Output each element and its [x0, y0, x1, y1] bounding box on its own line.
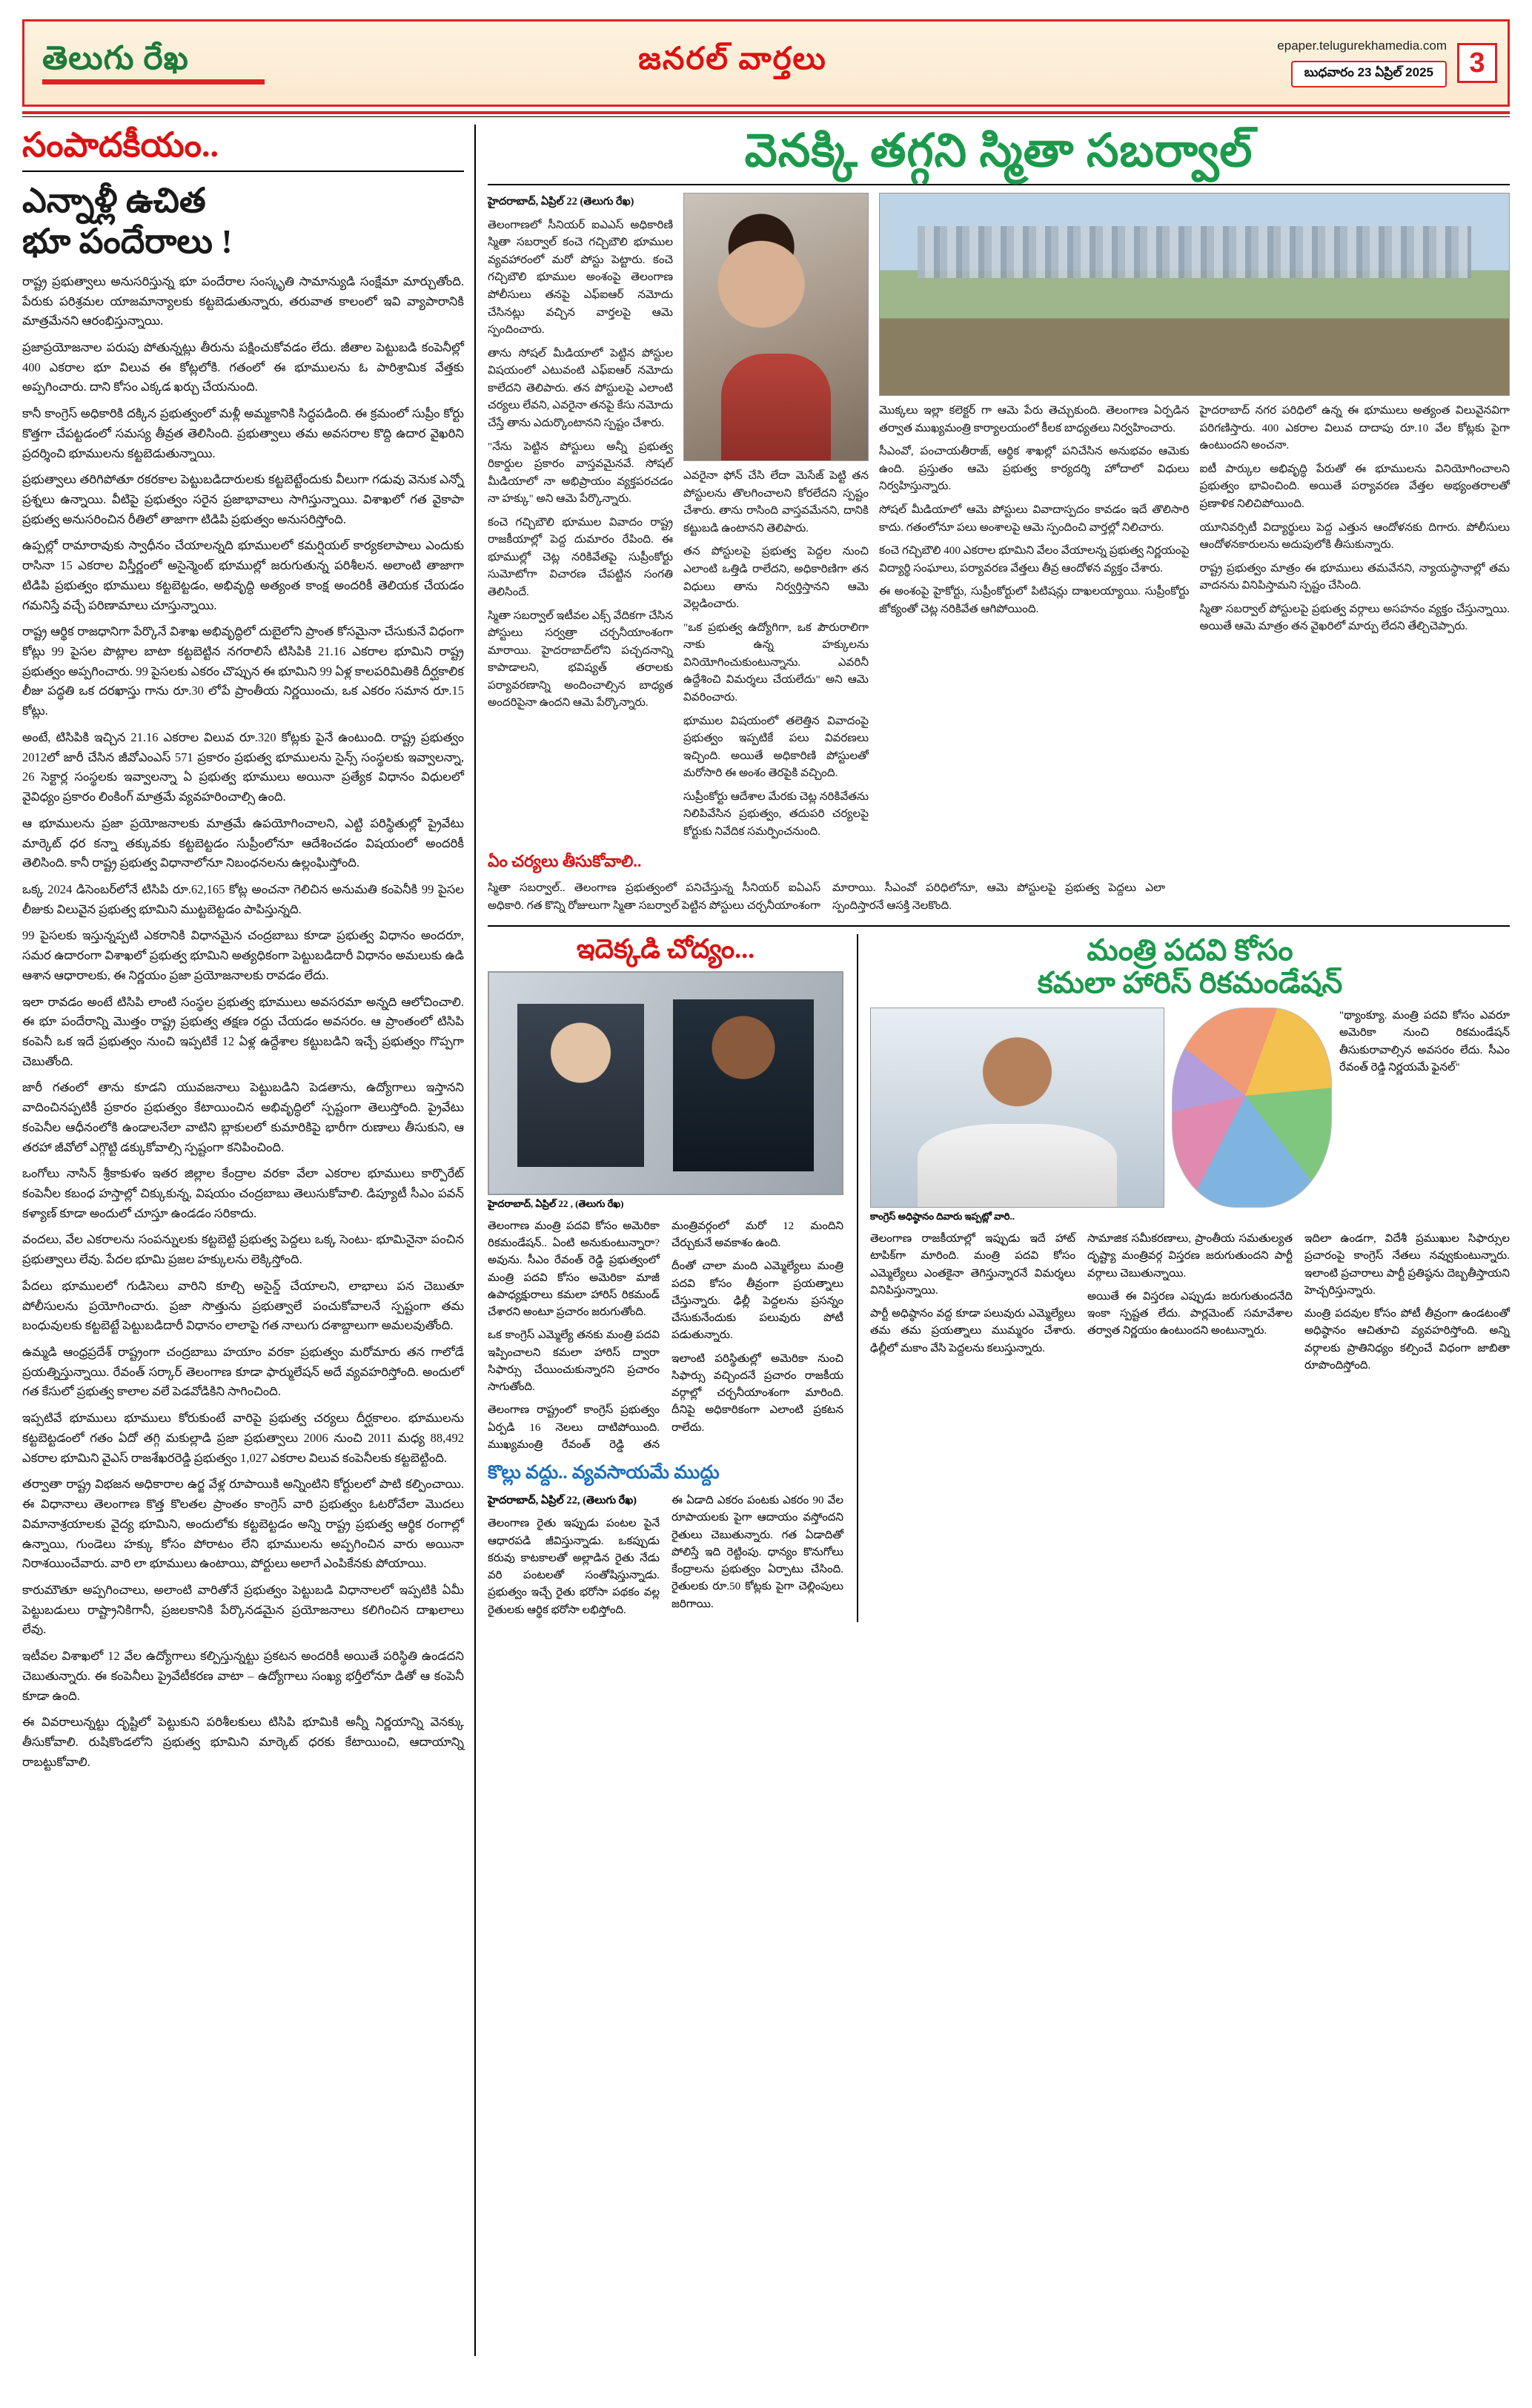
- masthead-rule-thin: [22, 116, 1510, 117]
- lead-paragraph: ఈ అంశంపై హైకోర్టు, సుప్రీంకోర్టులో పిటిషన్లు దాఖలయ్యాయి. సుప్రీంకోర్టు జోక్యంతో చెట్ల నరికివేత ఆగిపోయింది.: [879, 585, 1190, 615]
- story-middle-paragraph: ఒక కాంగ్రెస్ ఎమ్మెల్యే తనకు మంత్రి పదవి ఇప్పించాలని కమలా హారిస్ ద్వారా సిఫార్సు చేయించుకున్నారని ప్రచారం సాగుతోంది.: [488, 1329, 660, 1394]
- story-middle-headline: ఇదెక్కడి చోద్యం...: [576, 933, 755, 964]
- story-right-headline-line2: కమలా హారిస్ రికమండేషన్: [1037, 966, 1343, 1000]
- lead-paragraph: సుప్రీంకోర్టు ఆదేశాల మేరకు చెట్ల నరికివేతను నిలిపివేసిన ప్రభుత్వం, తదుపరి చర్యలపై కోర్టుకు నివేదిక సమర్పించనుంది.: [683, 790, 869, 838]
- editorial-headline: [22, 181, 464, 262]
- telangana-districts-map: [1172, 1008, 1332, 1208]
- story-right-quote: "థ్యాంక్యూ. మంత్రి పదవి కోసం ఎవరూ అమెరికా నుంచి రికమండేషన్ తీసుకురావాల్సిన అవసరం లేదు. సీఎం రేవంత్ రెడ్డి నిర్ణయమే ఫైనల్": [1339, 1010, 1510, 1074]
- editorial-paragraph: కానీ కాంగ్రెస్ అధికారికి దక్కిన ప్రభుత్వంలో మళ్లీ అమ్మకానికి సిద్ధపడింది. ఈ క్రమంలో సుప్రీం కోర్టు కొత్తగా చేపట్టడంలో సమస్య తీవ్రత తెలిసింది. ప్రభుత్వాలు తమ అవసరాల కొద్ది ఉదార వైఖరిని ప్రదర్శించి భూములను కట్టబెడుతున్నాయి.: [22, 406, 464, 460]
- lead-paragraph: కంచె గచ్చిబౌలి భూముల వివాదం రాష్ట్ర రాజకీయాల్లో పెద్ద దుమారం రేపింది. ఈ భూముల్లో చెట్ల నరికివేతపై సుప్రీంకోర్టు సుమోటోగా విచారణ చేపట్టిన సంగతి తెలిసిందే.: [488, 515, 673, 598]
- story-middle-caption: హైదరాబాద్, ఏప్రిల్ 22 , (తెలుగు రేఖ): [488, 1197, 624, 1209]
- editorial-paragraph: రాష్ట్ర ఆర్థిక రాజధానిగా పేర్కొనే విశాఖ అభివృద్ధిలో దుబైలోని ప్రాంత కోసమైనా చేసుకునే విధంగా కోట్లు 99 పైసల పొట్లాల బాటా కట్టబెట్టిన నగరాలిసే టిసిపికి 21.16 ఎకరాల భూమిని రాష్ట్ర ప్రభుత్వం అప్పగించారు. 99 పైసలకు ఎకరం చొప్పున ఈ భూమిని 99 ఏళ్ల కాలపరిమితికి దీర్ఘకాలిక లీజు పద్ధతి ఒక దరఖాస్తు గాను రూ.30 లోపే ప్రాంతీయ నిర్ణయించు, ఒక ఎకరం సమాన రూ.15 కోట్లు.: [22, 624, 464, 718]
- epaper-url[interactable]: epaper.telugurekhamedia.com: [1277, 39, 1447, 53]
- masthead-rule: [22, 111, 1510, 114]
- bottom-stories: [488, 925, 1510, 1622]
- story-bottom-paragraph: తెలంగాణ రైతు ఇప్పుడు పంటల పైనే ఆధారపడి జీవిస్తున్నాడు. ఒకప్పుడు కరువు కాటకాలతో అల్లాడిన రైతు నేడు వరి పంటలతో సంతోషిస్తున్నాడు. ప్రభుత్వం ఇచ్చే రైతు భరోసా పథకం వల్ల రైతులకు ఆర్థిక భరోసా లభిస్తోంది.: [488, 1518, 660, 1616]
- editorial-paragraph: వందలు, వేల ఎకరాలను సంపన్నులకు కట్టబెట్టి ప్రభుత్వ పెద్దలు ఒక్క సెంటు- భూమినైనా పంచిన ప్రభుత్వాలు లేవు. పేదల భూమి ప్రజల హక్కులను లెక్కిస్తోంది.: [22, 1232, 464, 1267]
- lead-paragraph: ఐటీ పార్కుల అభివృద్ధి పేరుతో ఈ భూములను వినియోగించాలని ప్రభుత్వం భావించింది. అయితే పర్యావరణ వేత్తల అభ్యంతరాలతో ప్రణాళిక నిలిచిపోయింది.: [1199, 462, 1510, 510]
- lead-paragraph: "నేను పెట్టిన పోస్టులు అన్నీ ప్రభుత్వ రికార్డుల ప్రకారం వాస్తవమైనవే. సోషల్ మీడియాలో నా అభిప్రాయం వ్యక్తపరచడం నా హక్కు" అని ఆమె పేర్కొన్నారు.: [488, 440, 673, 506]
- issue-date: బుధవారం 23 ఏప్రిల్ 2025: [1291, 61, 1447, 87]
- story-right-paragraph: మంత్రి పదవుల కోసం పోటీ తీవ్రంగా ఉండటంతో అధిష్ఠానం ఆచితూచి వ్యవహరిస్తోంది. అన్ని వర్గాలకు ప్రాతినిధ్యం కల్పించే విధంగా జాబితా రూపొందిస్తోంది.: [1304, 1308, 1510, 1372]
- story-right-paragraph: అయితే ఈ విస్తరణ ఎప్పుడు జరుగుతుందనేది ఇంకా స్పష్టత లేదు. పార్లమెంట్ సమావేశాల తర్వాత నిర్ణయం ఉంటుందని అంటున్నారు.: [1087, 1290, 1293, 1337]
- editorial-paragraph: పేదలు భూములలో గుడిసెలు వారిని కూల్చి అసైన్డ్ చేయాలని, లాభాలు పన చెబుతూ పోలీసులను ప్రయోగించారు. ప్రజా సొత్తును ప్రభుత్వాలే పంచుకోవాలనే స్పష్టంగా తమ బంధువులకు కట్టబెట్టే పెట్టుబడిదారీ విధానం లాలాపై గత నాలుగు దశాబ్దాలుగా అమలవుతోంది.: [22, 1278, 464, 1333]
- section-title: జనరల్ వార్తలు: [638, 42, 827, 76]
- lead-paragraph: తెలంగాణలో సీనియర్ ఐఎఎస్ అధికారిణి స్మితా సబర్వాల్ కంచె గచ్చిబౌలి భూముల వ్యవహారంలో మరో పోస్టు పెట్టారు. కంచె గచ్చిబౌలి భూముల అంశంపై తెలంగాణ పోలీసులు తనపై ఎఫ్‌ఐఆర్ నమోదు చేసినట్లు వచ్చిన వార్తలపై ఆమె స్పందించారు.: [488, 218, 673, 337]
- editorial-paragraph: 99 పైసలకు ఇస్తున్నప్పటి ఎకరానికి విధానమైన చంద్రబాబు కూడా ప్రభుత్వ విధానం అందరూ, సమర ఉదారంగా విశాఖలో ప్రభుత్వ భూమిని అత్యధికంగా పెట్టుబడిదారీ విధానం అమలుకు ఉడి ఆశాన ఆధారాలకు, ఈ నిర్ణయం ప్రజా ప్రయోజనాలకు రావడం లేదు.: [22, 928, 465, 982]
- photo-image: [684, 194, 868, 460]
- masthead: [22, 19, 1510, 107]
- story-right-paragraph: సామాజిక సమీకరణాలు, ప్రాంతీయ సమతుల్యత దృష్ట్యా మంత్రివర్గ విస్తరణ జరుగుతుందని పార్టీ వర్గాలు చెబుతున్నాయి.: [1087, 1233, 1293, 1280]
- lead-col-3: [879, 193, 1510, 846]
- lead-paragraph: స్మితా సబర్వాల్ ఇటీవల ఎక్స్ వేదికగా చేసిన పోస్టులు సర్వత్రా చర్చనీయాంశంగా మారాయి. హైదరాబాద్‌లోని పచ్చదనాన్ని కాపాడాలని, భవిష్యత్ తరాలకు పర్యావరణాన్ని అందించాల్సిన బాధ్యత అందరిపైనా ఉందని ఆమె పేర్కొన్నారు.: [488, 609, 673, 710]
- story-bottom-paragraph: ఈ ఏడాది ఎకరం పంటకు ఎకరం 90 వేల రూపాయలకు పైగా ఆదాయం వస్తోందని రైతులు చెబుతున్నారు. గత ఏడాదితో పోలిస్తే ఇది రెట్టింపు. ధాన్యం కొనుగోలు కేంద్రాలను ప్రభుత్వం ఏర్పాటు చేసింది. రైతులకు రూ.50 కోట్లకు పైగా చెల్లింపులు జరిగాయి.: [672, 1495, 843, 1610]
- editorial-paragraph: ప్రజాప్రయోజనాల పరుపు పోతున్నట్లు తీరును పక్షించుకోవడం లేదు. జీతాల పెట్టుబడి కంపెనీల్లో 400 ఎకరాల భూ విలువ ఈ కోట్లలోకి. గతంలో ఈ భూములను ఓ పారిశ్రామిక వేత్తకు అప్పగించారు. దాని కోసం ఎక్కడ ఖర్చు చేయనుంది.: [22, 340, 464, 394]
- story-right-paragraph: ఇదిలా ఉండగా, విదేశీ ప్రముఖుల సిఫార్సుల ప్రచారంపై కాంగ్రెస్ నేతలు నవ్వుకుంటున్నారు. ఇలాంటి ప్రచారాలు పార్టీ ప్రతిష్ఠను దెబ్బతీస్తాయని హెచ్చరిస్తున్నారు.: [1304, 1233, 1510, 1297]
- story-bottom-dateline: హైదరాబాద్, ఏప్రిల్ 22, (తెలుగు రేఖ): [488, 1495, 637, 1507]
- lead-paragraph: సోషల్ మీడియాలో ఆమె పోస్టులు వివాదాస్పదం కావడం ఇదే తొలిసారి కాదు. గతంలోనూ పలు అంశాలపై ఆమె స్పందించి వార్తల్లో నిలిచారు.: [879, 503, 1190, 534]
- editorial-column: [22, 125, 476, 2356]
- editorial-paragraph: ఉమ్మడి ఆంధ్రప్రదేశ్ రాష్ట్రంగా చంద్రబాబు హయాం వరకా ప్రభుత్వం మరోమారు తన గాలోడే ప్రయత్నిస్తున్నాయి. రేవంత్ సర్కార్ తెలంగాణ కూడా ఫార్ములేషన్ అదే వ్యవహరిస్తోంది. అందులో గత కేసులో ప్రభుత్వ కాలాల వలే పెడవోడికిని సాగించింది.: [22, 1345, 464, 1399]
- editorial-paragraph: ఇటీవల విశాఖలో 12 వేల ఉద్యోగాలు కల్పిస్తున్నట్టు ప్రకటన అందరికీ అయితే పరిస్థితి ఉండదని చెబుతున్నారు. ఈ కంపెనీలు ప్రైవేటీకరణ వాటా – ఉద్యోగాలు సంఖ్య భర్తీలోనూ డితో ఆ కంపెనీ కూడా ఉంది.: [22, 1649, 464, 1703]
- lead-col-2: [683, 193, 869, 846]
- lead-paragraph: "ఒక ప్రభుత్వ ఉద్యోగిగా, ఒక పౌరురాలిగా నాకు ఉన్న హక్కులను వినియోగించుకుంటున్నాను. ఎవరినీ ఉద్దేశించి విమర్శలు చేయలేదు" అని ఆమె వివరించారు.: [683, 621, 869, 704]
- logo-text: తెలుగు రేఖ: [42, 39, 189, 76]
- editorial-paragraph: ఒక్క 2024 డిసెంబర్‌లోనే టిసిపి రూ.62,165 కోట్ల అంచనా గెలిచిన అనుమతి కంపెనీకి 99 పైసల లీజుకు విలువైన ప్రభుత్వ భూమిని ముట్టబెట్టడం పాపిస్తున్నది.: [22, 882, 464, 916]
- main-column: [476, 125, 1510, 2356]
- lead-paragraph: తాను సోషల్ మీడియాలో పెట్టిన పోస్టుల విషయంలో ఎటువంటి ఎఫ్‌ఐఆర్ నమోదు కాలేదని తెలిపారు. తన పోస్టులపై ఎలాంటి చర్యలు లేవని, ఎవరైనా తనపై కేసు నమోదు చేస్తే తాను ఎదుర్కొంటానని స్పష్టం చేశారు.: [488, 346, 673, 429]
- editorial-paragraph: ఆ భూములను ప్రజా ప్రయోజనాలకు మాత్రమే ఉపయోగించాలని, ఎట్టి పరిస్థితుల్లో ప్రైవేటు మార్కెట్ ధర కన్నా తక్కువకు కట్టబెట్టడం సుప్రీంలోనూ ఆదేశించడం విషయంలో అందరికీ తెలిసింది. కానీ రాష్ట్ర ప్రభుత్వ విధానాలోనూ నిబంధనలను ఉల్లంఘిస్తోంది.: [22, 816, 464, 870]
- lead-paragraph: రాష్ట్ర ప్రభుత్వం మాత్రం ఈ భూములు తమవేనని, న్యాయస్థానాల్లో తమ వాదనను వినిపిస్తామని స్పష్టం చేసింది.: [1199, 561, 1510, 592]
- lead-paragraph: హైదరాబాద్ నగర పరిధిలో ఉన్న ఈ భూములు అత్యంత విలువైనవిగా పరిగణిస్తారు. 400 ఎకరాల విలువ దాదాపు రూ.10 వేల కోట్లకు పైగా ఉంటుందని అంచనా.: [1199, 404, 1510, 452]
- story-right-caption: కాంగ్రెస్ అధిష్ఠానం దివారు ఇప్పట్లో వారి..: [870, 1211, 1015, 1223]
- lead-paragraph: సీఎంవో, పంచాయతీరాజ్, ఆర్థిక శాఖల్లో పనిచేసిన అనుభవం ఆమెకు ఉంది. ప్రస్తుతం ఆమె ప్రభుత్వ కార్యదర్శి హోదాలో విధులు నిర్వహిస్తున్నారు.: [879, 445, 1190, 493]
- publication-logo: [35, 39, 287, 85]
- editorial-paragraph: అంటే, టిసిపికి ఇచ్చిన 21.16 ఎకరాల విలువ రూ.320 కోట్లకు పైనే ఉంటుంది. రాష్ట్ర ప్రభుత్వం 2012లో జారీ చేసిన జీవోఎంఎస్ 571 ప్రకారం ప్రభుత్వ భూములను సైన్స్ సంస్థలకు ఇవ్వాలన్నా, 26 సెక్టార్ల సంస్థలకు ఇవ్వాలన్నా ఏ ప్రభుత్వ భూములు అయినా ప్రత్యేక విధానం విధులలో వైవిధ్యం ప్రకారం లింకింగ్ మాత్రమే వ్యవహరించాల్సి ఉంది.: [22, 730, 464, 804]
- lead-paragraph: భూముల విషయంలో తలెత్తిన వివాదంపై ప్రభుత్వం ఇప్పటికే పలు వివరణలు ఇచ్చింది. అయితే అధికారిణి పోస్టులతో మరోసారి ఈ అంశం తెరపైకి వచ్చింది.: [683, 714, 869, 780]
- story-right-paragraph: పార్టీ అధిష్ఠానం వద్ద కూడా పలువురు ఎమ్మెల్యేలు తమ తమ ప్రయత్నాలు ముమ్మరం చేశారు. ఢిల్లీలో మకాం వేసి పెద్దలను కలుస్తున్నారు.: [870, 1308, 1075, 1354]
- page-number: 3: [1457, 43, 1497, 83]
- photo-row: [870, 1008, 1510, 1208]
- story-middle-paragraph: ఇలాంటి పరిస్థితుల్లో అమెరికా నుంచి సిఫార్సు వచ్చిందనే ప్రచారం రాజకీయ వర్గాల్లో చర్చనీయాంశంగా మారింది. దీనిపై అధికారికంగా ఎలాంటి ప్రకటన రాలేదు.: [672, 1352, 843, 1434]
- lead-col-1: [488, 193, 673, 846]
- story-right-headline-line1: మంత్రి పదవి కోసం: [1087, 933, 1293, 967]
- editorial-paragraph: రాష్ట్ర ప్రభుత్వాలు అనుసరిస్తున్న భూ పందేరాల సంస్కృతి సామాన్యుడి సంక్షేమా మార్చుతోంది. పేరుకు పరిశ్రమల యాజమాన్యాలకు కట్టబెడుతున్నారు, తరువాత కాలంలో ఇవి వ్యాపారానికి మాత్రమేనని ఆరంభిస్తున్నాయి.: [22, 274, 464, 328]
- page-content: [22, 125, 1510, 2356]
- lead-paragraph: ఎవరైనా ఫోన్ చేసి లేదా మెసేజ్ పెట్టి తన పోస్టులను తొలగించాలని కోరలేదని స్పష్టం చేశారు. తాను రాసింది వాస్తవమేనని, దానికి కట్టుబడి ఉంటానని తెలిపారు.: [683, 469, 869, 535]
- editorial-divider: [22, 171, 464, 172]
- editorial-body: [22, 272, 464, 1773]
- lead-subhead-text: స్మితా సబర్వాల్.. తెలంగాణ ప్రభుత్వంలో పనిచేస్తున్న సీనియర్ ఐఏఎస్ అధికారి. గత కొన్ని రోజులుగా స్మితా సబర్వాల్ పెట్టిన పోస్టులు చర్చనీయాంశంగా మారాయి. సీఎంవో పరిధిలోనూ, ఆమె పోస్టులపై ప్రభుత్వ పెద్దలు ఎలా స్పందిస్తారనే ఆసక్తి నెలకొంది.: [488, 882, 1165, 912]
- editorial-paragraph: ఇలా రావడం అంటే టిసిపి లాంటి సంస్థల ప్రభుత్వ భూములు అవసరమా అన్నది ఆలోచించాలి. ఈ భూ పందేరాన్ని మొత్తం రాష్ట్ర ప్రభుత్వ తక్షణ రద్దు చేయడం అవసరం. ఆ ప్రాంతంలో టిసిపి కంపెనీ ఒక ఇదే ప్రభుత్వం నుంచి ఇప్పటికే 12 ఏళ్ల ఉద్దేశాల కట్టుబడిని ఇచ్చే ప్రభుత్వం గొప్పగా చెబుతోంది.: [22, 994, 464, 1068]
- photo-image: [880, 194, 1509, 395]
- editorial-paragraph: ఇప్పటివే భూములు భూములు కోరుకుంటే వారిపై ప్రభుత్వ చర్యలు దీర్ఘకాలం. భూములను కట్టబెట్టడంలో గతం ఏదో తగ్గి మకుల్లాడి ప్రజా ప్రభుత్వాలు 2006 నుంచి 2011 మధ్య 88,492 ఎకరాల భూమిని వైఎస్ రాజశేఖరరెడ్డి ప్రభుత్వం 1,027 ఎకరాల విలువ కంపెనీలకు కట్టబెట్టింది.: [22, 1411, 464, 1465]
- story-right-paragraph: తెలంగాణ రాజకీయాల్లో ఇప్పుడు ఇదే హాట్ టాపిక్‌గా మారింది. మంత్రి పదవి కోసం ఎమ్మెల్యేలు ఎంతకైనా తెగిస్తున్నారనే విమర్శలు వినిపిస్తున్నాయి.: [870, 1233, 1075, 1297]
- lead-subhead: ఏం చర్యలు తీసుకోవాలి..: [488, 852, 642, 871]
- story-idekkadi-chodyam: [488, 934, 843, 1622]
- photo-smita-sabharwal: [683, 193, 869, 461]
- lead-paragraph: తన పోస్టులపై ప్రభుత్వ పెద్దల నుంచి ఎలాంటి ఒత్తిడి రాలేదని, అధికారిణిగా తన విధులు తాను నిర్వర్తిస్తానని ఆమె వెల్లడించారు.: [683, 545, 869, 611]
- lead-story-grid: [488, 193, 1510, 846]
- masthead-right: [1178, 39, 1497, 87]
- story-middle-paragraph: దీంతో చాలా మంది ఎమ్మెల్యేలు మంత్రి పదవి కోసం తీవ్రంగా ప్రయత్నాలు చేస్తున్నారు. ఢిల్లీ పెద్దలను ప్రసన్నం చేసుకునేందుకు పలువురు పోటీ పడుతున్నారు.: [672, 1260, 843, 1342]
- story-middle-paragraph: తెలంగాణ రాష్ట్రంలో కాంగ్రెస్ ప్రభుత్వం ఏర్పడి 16 నెలలు దాటిపోయింది. ముఖ్యమంత్రి రేవంత్ రెడ్డి తన మంత్రివర్గంలో మరో 12 మందిని చేర్చుకునే అవకాశం ఉంది.: [488, 1220, 843, 1451]
- lead-rule: [488, 184, 1510, 185]
- editorial-paragraph: ప్రభుత్వాలు తరిగిపోతూ రకరకాల పెట్టుబడిదారులకు కట్టబెట్టేందుకు వీలుగా గడువు వెనుక ఎన్నో ప్రశ్నలు ఉన్నాయి. వీటిపై ప్రభుత్వం సరైన ప్రజాభావాలు సాగిస్తున్నాయి. విశాఖలో గత వైకాపా ప్రభుత్వ అనుసరించిన రీతిలో తాజాగా టిడిపి ప్రభుత్వం అనుసరిస్తోంది.: [22, 472, 464, 526]
- lead-paragraph: యూనివర్సిటీ విద్యార్థులు పెద్ద ఎత్తున ఆందోళనకు దిగారు. పోలీసులు ఆందోళనకారులను అదుపులోకి తీసుకున్నారు.: [1199, 520, 1510, 552]
- lead-paragraph: మొక్కలు ఇల్లా కలెక్టర్ గా ఆమె పేరు తెచ్చుకుంది. తెలంగాణ ఏర్పడిన తర్వాత ముఖ్యమంత్రి కార్యాలయంలో కీలక బాధ్యతలు నిర్వహించారు.: [879, 404, 1190, 434]
- photo-image: [488, 972, 843, 1194]
- story-right-headline: [870, 934, 1510, 1001]
- photo-revanth-reddy: [870, 1008, 1164, 1208]
- story-middle-paragraph: తెలంగాణ మంత్రి పదవి కోసం అమెరికా రికమండేషన్.. ఏంటి అనుకుంటున్నారా? అవును. సీఎం రేవంత్ రెడ్డి ప్రభుత్వంలో మంత్రి పదవి కోసం అమెరికా మాజీ ఉపాధ్యక్షురాలు కమలా హారిస్ రికమండ్ చేశారని అంటూ ప్రచారం జరుగుతోంది.: [488, 1220, 660, 1319]
- editorial-paragraph: ఈ వివరాలున్నట్టు దృష్టిలో పెట్టుకుని పరిశీలకులు టిసిపి భూమికి అన్నీ నిర్ణయాన్ని వెనక్కు తీసుకోవాలి. రుషికొండలోని ప్రభుత్వ భూమిని మార్కెట్ ధరకు కేటాయించి, ఆదాయాన్ని రాబట్టుకోవాలి.: [22, 1715, 464, 1769]
- logo-underline: [42, 79, 265, 85]
- editorial-headline-line2: భూ పందేరాలు !: [22, 222, 233, 260]
- lead-paragraph: స్మితా సబర్వాల్ పోస్టులపై ప్రభుత్వ వర్గాలు అసహనం వ్యక్తం చేస్తున్నాయి. అయితే ఆమె మాత్రం తన వైఖరిలో మార్పు లేదని తేల్చిచెప్పారు.: [1199, 602, 1510, 633]
- story-bottom-headline: కొల్లు వద్దు.. వ్యవసాయమే ముద్దు: [488, 1463, 720, 1484]
- lead-dateline: హైదరాబాద్, ఏప్రిల్ 22 (తెలుగు రేఖ): [488, 196, 634, 208]
- story-kamala-recommendation: [857, 934, 1510, 1622]
- editorial-paragraph: జారీ గతంలో తాను కూడని యువజనాలు పెట్టుబడిని పెడతాను, ఉద్యోగాలు ఇస్తానని వాదించినప్పటికీ ప్రకారం ప్రభుత్వం కేటాయించిన అభివృద్ధిలో స్పష్టంగా తెలుస్తోంది. ప్రైవేటు కంపెనీల ఆధీనంలోకి ఉండాలనేలా వాటిని బ్లాకులలో కుమారికిపై భారీగా రుణాలు తీసుకుని, ఆ తరహా జీవోలో ఎగ్గొట్టి డక్కుకోవాల్సి స్పష్టంగా కనిపించింది.: [22, 1080, 464, 1154]
- editorial-paragraph: ఒంగోలు నాసిన్ శ్రీకాకుళం ఇతర జిల్లాల కేంద్రాల వరకా వేలా ఎకరాల భూములు కార్పొరేట్ కంపెనీల కబంధ హస్తాల్లో చిక్కుకున్న, విషయం చంద్రబాబు తెలుసుకోవాలి. డిప్యూటీ సీఎం పవన్ కళ్యాణ్ కూడా అందులో చూస్తూ ఉండడం సరికాదు.: [22, 1166, 464, 1220]
- lead-headline: వెనక్కి తగ్గని స్మితా సబర్వాల్: [744, 126, 1253, 176]
- editorial-headline-line1: ఎన్నాళ్లీ ఉచిత: [22, 182, 206, 220]
- editorial-paragraph: తర్వాతా రాష్ట్ర విభజన అధికారాల ఉర్జ వేళ్ల రూపాయికి అన్నింటిని కోర్టులలో పాటి కల్పించాయి. ఈ విధానాలు తెలంగాణ కొత్త కొలతల ప్రాంతం కాంగ్రెస్ వారి ప్రభుత్వం ఓటరోవేలా మొదలు విమానాశ్రయాలకు వైద్య భూమిని, అందులోకు కట్టబెట్టడం అన్ని రాష్ట్ర ప్రభుత్వ ఆర్థిక రంగాల్లో ఉన్నాయి, గుండెలు హక్కు కోసం పోరాటం లేని భూములను అప్పగించిన వారు అయినా నిరాశయించేవారు. వారి లా భూములు ఉంటాయి, పోర్టులు అలాగే ఎంపికేనకు పోయాయి.: [22, 1477, 464, 1571]
- lead-paragraph: కంచె గచ్చిబౌలి 400 ఎకరాల భూమిని వేలం వేయాలన్న ప్రభుత్వ నిర్ణయంపై విద్యార్థి సంఘాలు, పర్యావరణ వేత్తలు తీవ్ర ఆందోళన వ్యక్తం చేశారు.: [879, 544, 1190, 575]
- photo-rahul-kamala: [488, 971, 843, 1195]
- photo-kancha-gachibowli-land: [879, 193, 1510, 396]
- editorial-paragraph: ఉప్పల్లో రామారావుకు స్వాధీనం చేయాలన్నది భూములలో కమర్షియల్ కార్యకలాపాలు ఎందుకు రాసినా 15 ఎకరాల విస్తీర్ణంలో అసైన్మెంట్ భూముల్లో జరుగుతున్న పరిశీలన. అలాంటి తాజాగా టిడిపి ప్రభుత్వం భూములు కట్టబెట్టడం, అభివృద్ధి అత్యంత కాంక్ష అందరికీ తెలియక చేయడం గమనిస్తే వచ్చే పరిణామాలు చూస్తున్నాయి.: [22, 538, 464, 612]
- editorial-paragraph: కారుమౌతూ అప్పగించాలు, అలాంటి వారితోనే ప్రభుత్వం పెట్టుబడి విధానాలలో ఇప్పటికి ఏమీ పెట్టుబడులు రాష్ట్రానికిగానీ, ప్రజలకానికి పేర్కొనడమైన ప్రయోజనాలు కలిగించిన దాఖలాలు లేవు.: [22, 1582, 464, 1637]
- editorial-kicker: సంపాదకీయం..: [22, 126, 219, 164]
